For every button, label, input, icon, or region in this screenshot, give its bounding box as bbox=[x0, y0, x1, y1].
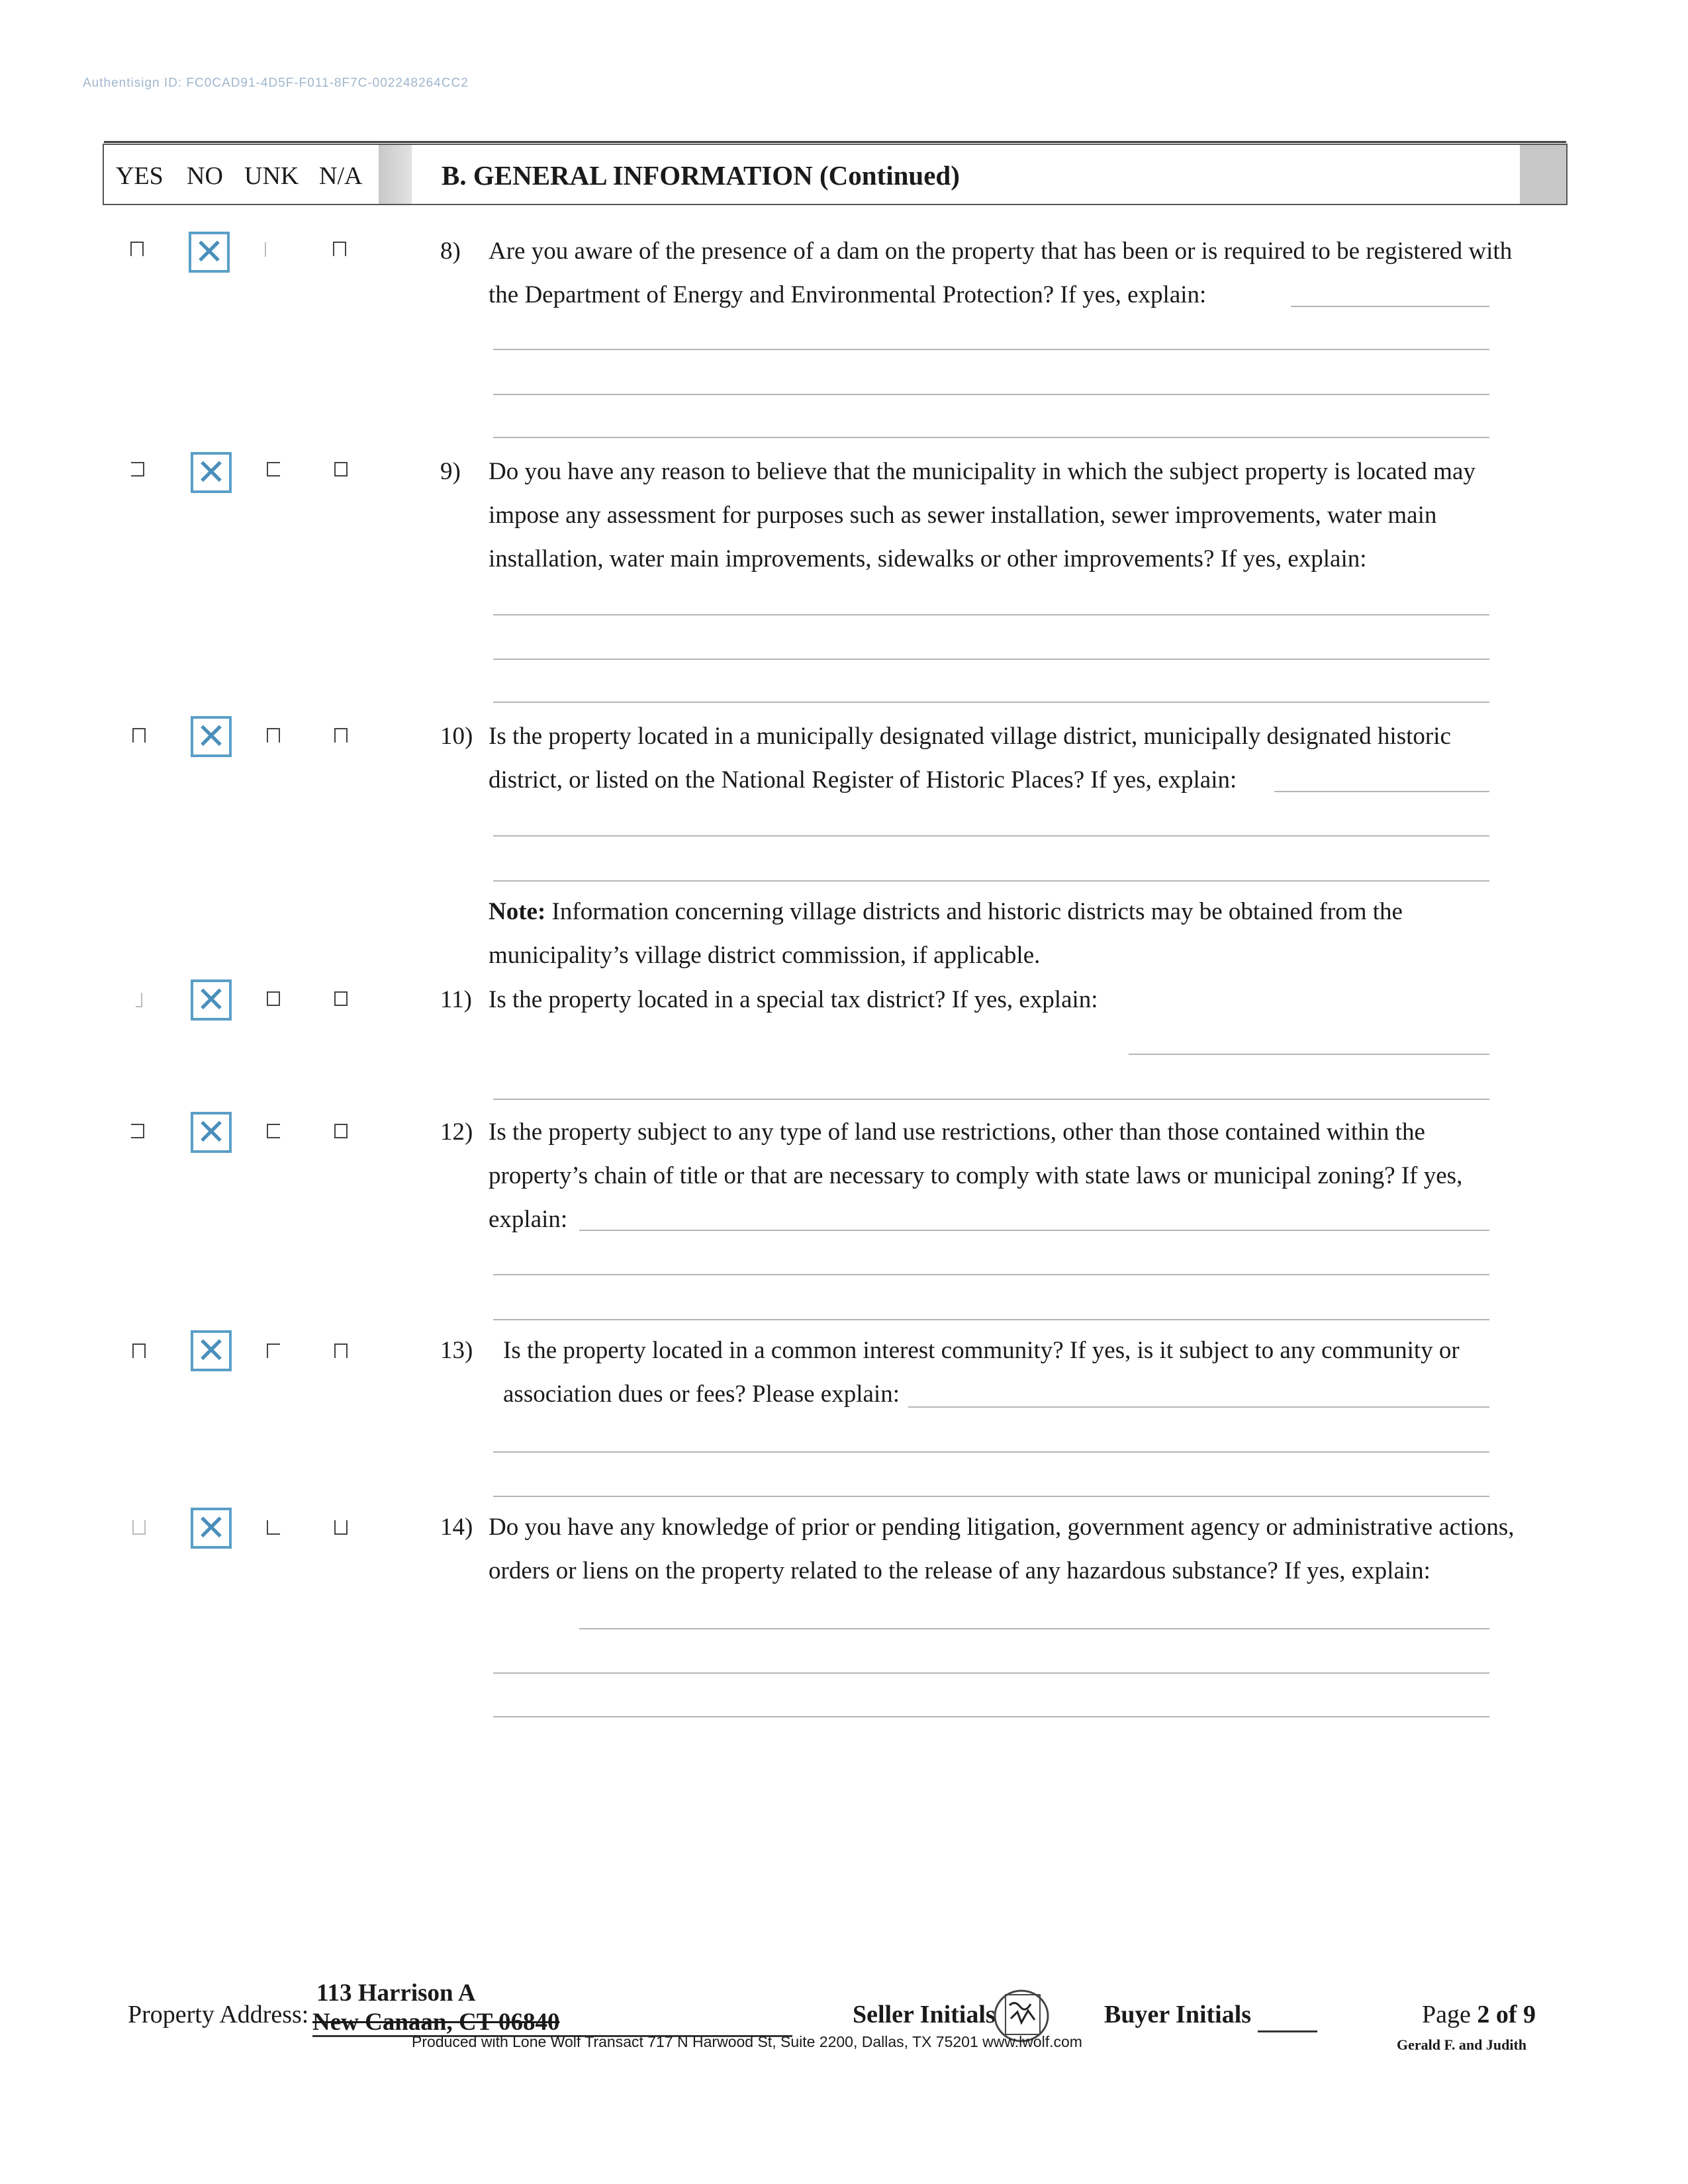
q14-na-checkbox[interactable] bbox=[334, 1520, 348, 1535]
q12-unk-checkbox[interactable] bbox=[267, 1124, 280, 1138]
q8-answer-line[interactable] bbox=[493, 349, 1489, 350]
note-text: Information concerning village districts and historic districts may be obtained from the municipality’s village district commission, if applicable. bbox=[489, 898, 1403, 969]
header-top-rule bbox=[104, 141, 1566, 143]
question-text: Do you have any reason to believe that the municipality in which the subject property is located may impose any assessment for purposes such as sewer installation, sewer improvements, water main installation, water main improvements, sidewalks or other improvements? If yes, explain: bbox=[489, 458, 1476, 572]
q14-answer-line[interactable] bbox=[493, 1716, 1489, 1717]
q14-explain-line[interactable] bbox=[579, 1628, 1489, 1629]
seller-initials-label: Seller Initials bbox=[853, 2001, 996, 2028]
q11-explain-line[interactable] bbox=[1129, 1054, 1489, 1055]
owner-names: Gerald F. and Judith bbox=[1397, 2036, 1527, 2053]
q8-na-checkbox[interactable] bbox=[333, 242, 346, 256]
q8-explain-line[interactable] bbox=[1291, 306, 1489, 307]
q8-no-checkbox-checked[interactable]: ✕ bbox=[189, 232, 230, 273]
header-shade-left bbox=[379, 145, 412, 204]
q13-unk-checkbox[interactable] bbox=[267, 1343, 280, 1358]
page-number bbox=[1422, 2000, 1536, 2029]
buyer-initials-field[interactable] bbox=[1258, 2030, 1317, 2032]
question-text: Is the property located in a common interest community? If yes, is it subject to any community or association dues or fees? Please explain: bbox=[503, 1337, 1460, 1408]
q9-answer-line[interactable] bbox=[493, 614, 1489, 615]
question-number: 14) bbox=[440, 1514, 473, 1541]
question-text: Are you aware of the presence of a dam on the property that has been or is required to be registered with the Department of Energy and Environmental Protection? If yes, explain: bbox=[489, 238, 1513, 308]
q9-yes-checkbox[interactable] bbox=[131, 462, 144, 477]
col-na-label: N/A bbox=[319, 162, 363, 190]
property-address-line2: New Canaan, CT 06840 bbox=[312, 2009, 560, 2036]
question-number: 12) bbox=[440, 1118, 473, 1146]
question-text: Do you have any knowledge of prior or pending litigation, government agency or administrative actions, orders or liens on the property related to the release of any hazardous substance? If yes, explain: bbox=[489, 1514, 1515, 1584]
q10-yes-checkbox[interactable] bbox=[132, 728, 146, 743]
q11-unk-checkbox[interactable] bbox=[267, 991, 280, 1006]
page-current: 2 bbox=[1477, 2001, 1490, 2028]
q13-na-checkbox[interactable] bbox=[334, 1343, 348, 1358]
question-text: Is the property located in a municipally designated village district, municipally designated historic district, or listed on the National Register of Historic Places? If yes, explain: bbox=[489, 723, 1451, 794]
question-number: 11) bbox=[440, 986, 472, 1013]
page-prefix: Page bbox=[1422, 2001, 1471, 2028]
q14-answer-line[interactable] bbox=[493, 1672, 1489, 1674]
q13-yes-checkbox[interactable] bbox=[132, 1343, 146, 1358]
page-of: of bbox=[1495, 2001, 1517, 2028]
q12-answer-line[interactable] bbox=[493, 1319, 1489, 1320]
q13-no-checkbox-checked[interactable]: ✕ bbox=[191, 1330, 232, 1371]
q13-answer-line[interactable] bbox=[493, 1451, 1489, 1453]
buyer-initials-label: Buyer Initials bbox=[1104, 2001, 1252, 2028]
q12-no-checkbox-checked[interactable]: ✕ bbox=[191, 1112, 232, 1153]
question-text: Is the property subject to any type of land use restrictions, other than those contained within the property’s chain of title or that are necessary to comply with state laws or municipal zoning? If yes, explain: bbox=[489, 1118, 1463, 1233]
q10-explain-line[interactable] bbox=[1274, 791, 1489, 792]
header-shade-right bbox=[1520, 145, 1566, 204]
q8-answer-line[interactable] bbox=[493, 394, 1489, 395]
page-total: 9 bbox=[1523, 2001, 1536, 2028]
q13-answer-line[interactable] bbox=[493, 1496, 1489, 1497]
question-number: 9) bbox=[440, 458, 461, 485]
question-text: Is the property located in a special tax district? If yes, explain: bbox=[489, 986, 1098, 1013]
q8-yes-checkbox[interactable] bbox=[130, 242, 144, 256]
q10-na-checkbox[interactable] bbox=[334, 728, 348, 743]
q9-na-checkbox[interactable] bbox=[334, 462, 348, 477]
q10-no-checkbox-checked[interactable]: ✕ bbox=[191, 716, 232, 757]
authentisign-id: Authentisign ID: FC0CAD91-4D5F-F011-8F7C-002248264CC2 bbox=[83, 76, 469, 90]
q10-unk-checkbox[interactable] bbox=[267, 728, 280, 743]
q12-answer-line[interactable] bbox=[493, 1274, 1489, 1275]
col-unk-label: UNK bbox=[244, 162, 299, 190]
q14-unk-checkbox[interactable] bbox=[267, 1520, 280, 1535]
question-number: 10) bbox=[440, 723, 473, 750]
note-paragraph bbox=[489, 890, 1528, 978]
col-no-label: NO bbox=[187, 162, 223, 190]
produced-with-text: Produced with Lone Wolf Transact 717 N Harwood St, Suite 2200, Dallas, TX 75201 www.lwolf.com bbox=[412, 2033, 1082, 2050]
page-footer bbox=[0, 1959, 1688, 2091]
section-header bbox=[103, 144, 1568, 205]
q14-no-checkbox-checked[interactable]: ✕ bbox=[191, 1508, 232, 1549]
q11-no-checkbox-checked[interactable]: ✕ bbox=[191, 979, 232, 1021]
q9-answer-line[interactable] bbox=[493, 659, 1489, 660]
property-address-label: Property Address: bbox=[128, 2001, 309, 2028]
q9-no-checkbox-checked[interactable]: ✕ bbox=[191, 452, 232, 493]
property-address-line1: 113 Harrison A bbox=[316, 1979, 476, 2007]
question-number: 8) bbox=[440, 238, 461, 265]
q9-unk-checkbox[interactable] bbox=[267, 462, 280, 477]
q13-explain-line[interactable] bbox=[908, 1406, 1489, 1408]
q11-na-checkbox[interactable] bbox=[334, 991, 348, 1006]
q10-answer-line[interactable] bbox=[493, 835, 1489, 837]
q8-answer-line[interactable] bbox=[493, 437, 1489, 438]
q10-answer-line[interactable] bbox=[493, 880, 1489, 882]
section-title: B. GENERAL INFORMATION (Continued) bbox=[442, 160, 960, 191]
col-yes-label: YES bbox=[116, 162, 164, 190]
note-label: Note: bbox=[489, 898, 546, 925]
q8-unk-checkbox[interactable] bbox=[263, 242, 266, 257]
q12-explain-line[interactable] bbox=[579, 1230, 1489, 1231]
answer-column-headers bbox=[104, 145, 379, 204]
q9-answer-line[interactable] bbox=[493, 702, 1489, 703]
q12-yes-checkbox[interactable] bbox=[131, 1124, 144, 1138]
q12-na-checkbox[interactable] bbox=[334, 1124, 348, 1138]
question-number: 13) bbox=[440, 1337, 473, 1364]
q11-yes-checkbox[interactable] bbox=[136, 993, 142, 1007]
q14-yes-checkbox[interactable] bbox=[132, 1520, 146, 1535]
q11-answer-line[interactable] bbox=[493, 1099, 1489, 1100]
